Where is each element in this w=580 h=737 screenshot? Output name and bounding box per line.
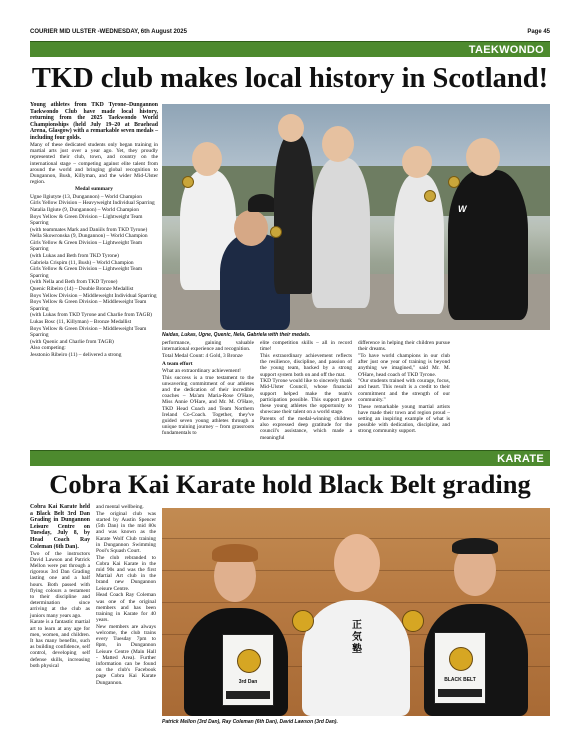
tkd-paragraph: Parents of the medal-winning children also expressed deep gratitude for the council's assistance, which made a meaningful xyxy=(260,415,352,441)
team-effort-heading: A team effort xyxy=(162,361,193,368)
medal-item: Quenic Ribeiro (14) – Double Bronze Medallist xyxy=(30,286,134,293)
tkd-headline: TKD club makes local history in Scotland! xyxy=(31,63,549,94)
medal-item: (with Lukas and Beth from TKD Tyrone) xyxy=(30,253,119,260)
tkd-paragraph: "To have world champions in our club after just one year of training is beyond anything we imagined," said Mr. M. O'Hare, head coach of TKD Tyrone. xyxy=(358,352,450,378)
cobra-kai-badge-icon xyxy=(292,610,314,632)
medal-item: (with Quenic and Charlie from TAGB) xyxy=(30,338,114,345)
medal-item: Nella Skowronska (9, Dungannon) – World Champion xyxy=(30,233,148,240)
tkd-paragraph: These remarkable young martial artists have made their town and region proud – setting an inspiring example of what is possible with dedication, discipline, and strong community support. xyxy=(358,403,450,435)
section-bar-karate xyxy=(30,450,550,466)
tkd-lead: Young athletes from TKD Tyrone–Dungannon Taekwondo Club have made local history, returning from the 2025 Taekwondo World Championships (held July 19–20 at Braehead Arena, Glasgow) with a remarkable seven medals – including four golds. xyxy=(30,102,158,141)
tkd-paragraph: This success is a true testament to the unwavering commitment of our athletes and the dedication of their incredible coaches – Ma'am Maria-Rose O'Hare, Miss Annie O'Hare, and Mr. M. O'Hare, TKD Head Coach and Team Northern Ireland Co-Coach. Together, they've guided seven young athletes through a unique training journey – from grassroots fundamentals to xyxy=(162,374,254,437)
cobra-kai-badge-icon xyxy=(237,649,261,673)
person-hair xyxy=(452,538,498,554)
tkd-team-photo xyxy=(162,104,550,330)
shirt-logo: W xyxy=(458,204,467,214)
tkd-column-3 xyxy=(260,340,352,441)
person-hair xyxy=(212,544,258,562)
medal-icon xyxy=(448,176,460,188)
medal-icon xyxy=(424,190,436,202)
karate-paragraph: Karate is a fantastic martial art to learn at any age for men, women, and children. It has many benefits, such as building confidence, self control, developing self defense skills, increasing both physical xyxy=(30,619,90,669)
medal-item: Girls Yellow & Green Division – Lightweight Team Sparring xyxy=(30,266,143,279)
page-number: Page 45 xyxy=(527,29,550,35)
medal-item: Natalia Ilgiute (9, Dungannon) – World Champion xyxy=(30,207,139,214)
section-label: TAEKWONDO xyxy=(468,44,544,56)
tkd-column-1 xyxy=(30,102,158,359)
karate-paragraph: Head Coach Ray Coleman was one of the original members and has been training in Karate for 40 years. xyxy=(96,592,156,624)
karate-column-1 xyxy=(30,504,90,670)
tkd-paragraph: difference in helping their children pursue their dreams. xyxy=(358,340,450,353)
tkd-paragraph: "Our students trained with courage, focus, and heart. This result is a credit to their commitment and the strength of our community." xyxy=(358,378,450,403)
person-figure xyxy=(302,600,410,716)
certificate-stripe xyxy=(438,689,482,697)
cobra-kai-badge-icon xyxy=(402,610,424,632)
karate-photo-caption: Patrick Mellon (3rd Dan), Ray Coleman (6th Dan), David Lawson (3rd Dan). xyxy=(162,719,338,725)
certificate-left xyxy=(222,634,274,706)
gi-kanji: 正 気 塾 xyxy=(352,620,362,655)
tkd-column-2 xyxy=(162,340,254,437)
tkd-paragraph: This extraordinary achievement reflects the resilience, discipline, and passion of the young team, backed by a strong support system both on and off the mat. xyxy=(260,352,352,378)
person-head xyxy=(334,534,380,592)
tkd-paragraph: What an extraordinary achievement! xyxy=(162,367,241,374)
child-figure xyxy=(394,174,444,314)
karate-paragraph: and mental wellbeing. xyxy=(96,504,144,510)
child-head xyxy=(234,210,268,246)
tkd-paragraph: elite competition skills – all in record time! xyxy=(260,340,352,353)
medal-item: Ugne Ilgiutyte (13, Dungannon) – World Champion xyxy=(30,193,142,200)
child-figure xyxy=(274,134,314,294)
medal-item: Jesstonio Ribeiro (11) – delivered a strong xyxy=(30,352,122,359)
child-head xyxy=(192,142,222,176)
karate-column-2 xyxy=(96,504,156,686)
medal-item: Boys Yellow & Green Division – Middleweight Team Sparring xyxy=(30,325,147,338)
child-head xyxy=(278,114,304,142)
section-label: KARATE xyxy=(497,453,544,465)
masthead xyxy=(30,27,550,39)
medal-icon xyxy=(270,226,282,238)
certificate-grade: 3rd Dan xyxy=(238,679,258,685)
child-figure xyxy=(312,158,370,308)
medal-icon xyxy=(182,176,194,188)
karate-paragraph: Two of the instructors David Lawson and Patrick Mellon were put through a rigorous 3rd Dan Grading lasting one and a half hours. Both passed with flying colours a testament to their discipline and determination since arriving at the club as juniors many years ago. xyxy=(30,550,90,619)
medal-item: (with Nella and Beth from TKD Tyrone) xyxy=(30,279,118,286)
medal-summary-heading: Medal summary xyxy=(75,186,113,193)
child-head xyxy=(322,126,354,162)
karate-headline: Cobra Kai Karate hold Black Belt grading xyxy=(49,469,531,499)
karate-paragraph: New members are always welcome, the club trains every Tuesday 7pm to 8pm, in Dungannon Leisure Centre (Main Hall - Matted Area). Further information can be found on the club's Facebook page Cobra Kai Karate Dungannon. xyxy=(96,623,156,686)
paper-date: COURIER MID ULSTER -WEDNESDAY, 6th August 2025 xyxy=(30,29,187,35)
tkd-paragraph: TKD Tyrone would like to sincerely thank Mid-Ulster Council, whose financial support helped make the team's participation possible. This support gave these young athletes the opportunity to showcase their talent on a world stage. xyxy=(260,378,352,416)
medal-item: Girls Yellow & Green Division – Lightweight Team Sparring xyxy=(30,240,143,253)
child-figure xyxy=(448,170,528,320)
karate-lead: Cobra Kai Karate held a Black Belt 3rd Dan Grading in Dungannon Leisure Centre on Tuesday, July 8, by Head Coach Ray Coleman (6th Dan). xyxy=(30,504,90,550)
medal-item: (with Lukas from TKD Tyrone and Charlie from TAGB) xyxy=(30,312,152,319)
certificate-title: BLACK BELT xyxy=(444,677,476,683)
medal-item: (with teammates Mark and Daniils from TKD Tyrone) xyxy=(30,226,148,233)
medal-item: Also competing: xyxy=(30,345,66,352)
medal-item: Boys Yellow & Green Division – Middleweight Team Sparring xyxy=(30,299,147,312)
tkd-photo-caption: Naidas, Lukas, Ugne, Quenic, Nela, Gabriela with their medals. xyxy=(162,332,311,338)
tkd-paragraph: Many of these dedicated students only began training in martial arts just over a year ago. Yet, they proudly represented their club, town, and country on the international stage – competing against elite talent from around the world and bringing global recognition to Dungannon, Bush, Killyman, and the wider Mid-Ulster region. xyxy=(30,142,158,186)
certificate-stripe xyxy=(226,691,270,699)
karate-paragraph: The original club was started by Austin Spencer (5th Dan) in the mid 80s and was known as the Karate Wolf Club training in Dungannon Swimming Pool's Squash Court. xyxy=(96,510,156,554)
tkd-paragraph: Total Medal Count: 4 Gold, 3 Bronze xyxy=(162,352,243,359)
tkd-paragraph: performance, gaining valuable international experience and recognition. xyxy=(162,340,254,353)
child-head xyxy=(466,138,500,176)
section-bar-taekwondo xyxy=(30,41,550,57)
medal-item: Girls Yellow Division – Heavyweight Individual Sparring xyxy=(30,200,155,207)
medal-item: Lukas Bosc (11, Killyman) – Bronze Medallist xyxy=(30,319,132,326)
medal-item: Boys Yellow & Green Division – Lightweight Team Sparring xyxy=(30,213,143,226)
karate-photo xyxy=(162,508,550,716)
child-head xyxy=(402,146,432,178)
tkd-column-4 xyxy=(358,340,450,435)
certificate-right xyxy=(434,632,486,704)
medal-item: Gabriela Crispim (11, Bush) – World Champion xyxy=(30,259,134,266)
cobra-kai-badge-icon xyxy=(449,647,473,671)
medal-item: Boys Yellow Division – Middleweight Individual Sparring xyxy=(30,292,157,299)
child-hair xyxy=(248,194,276,212)
karate-paragraph: The club rebranded to Cobra Kai Karate in the mid 90s and was the first Martial Art club in the brand new Dungannon Leisure Centre. xyxy=(96,554,156,592)
